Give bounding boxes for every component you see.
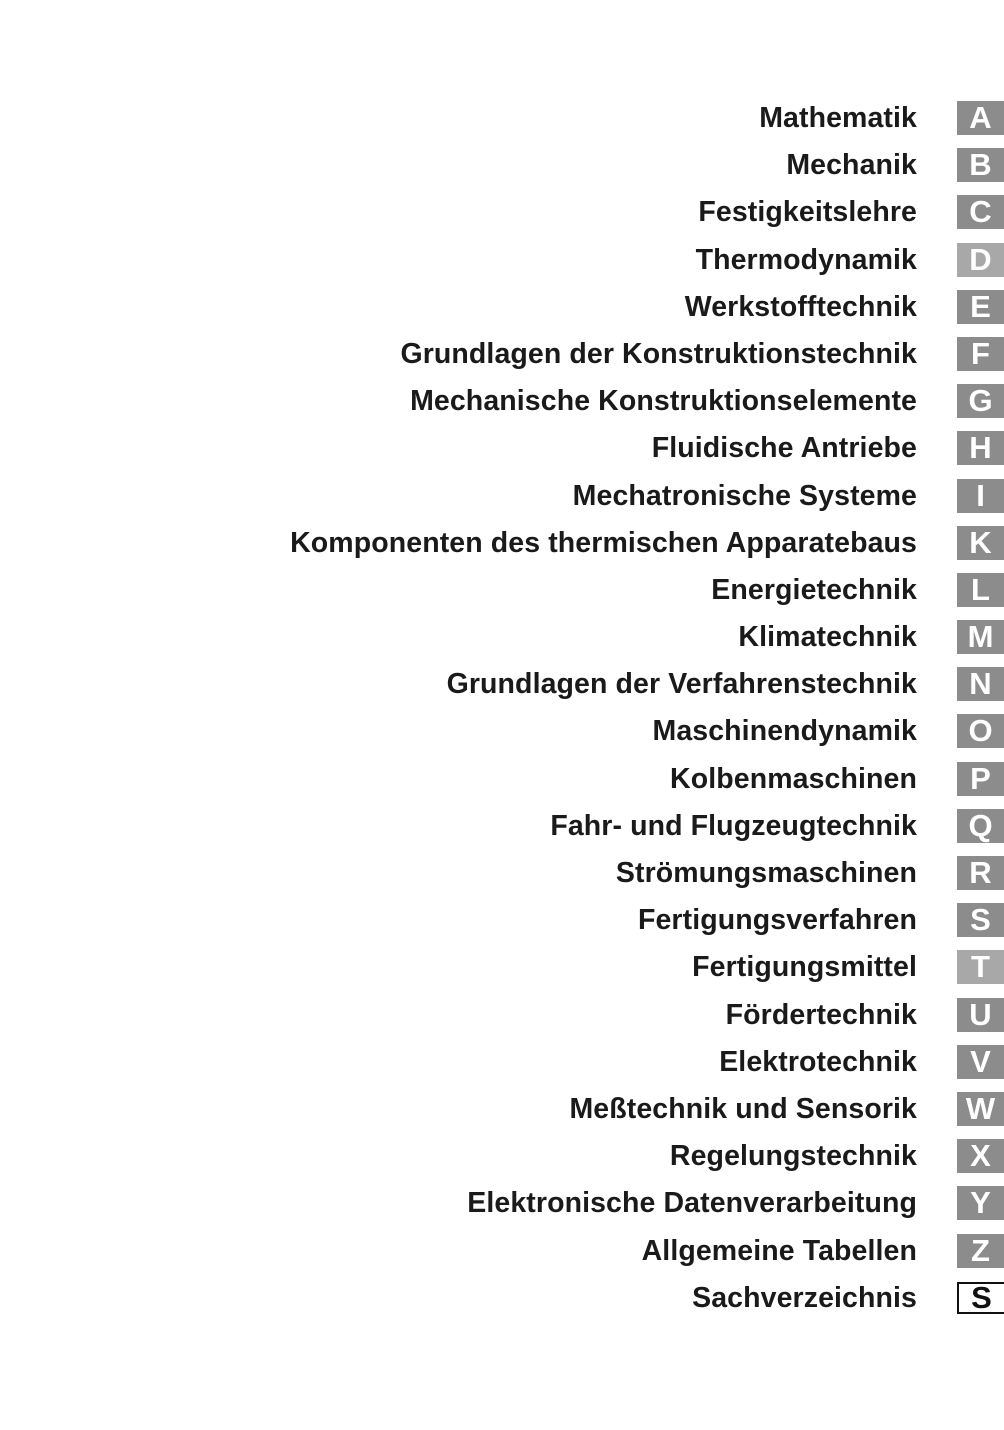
section-tab-x[interactable]: X	[957, 1139, 1004, 1173]
toc-entry-festigkeitslehre[interactable]	[0, 191, 1004, 238]
toc-entry-fertigungsverfahren[interactable]	[0, 899, 1004, 946]
toc-entry-elektronische-datenverarbeitung[interactable]	[0, 1182, 1004, 1229]
section-tab-p[interactable]: P	[957, 762, 1004, 796]
section-tab-u[interactable]: U	[957, 998, 1004, 1032]
toc-entry-fertigungsmittel[interactable]	[0, 946, 1004, 993]
toc-entry-sachverzeichnis[interactable]	[0, 1277, 1004, 1324]
section-tab-h[interactable]: H	[957, 431, 1004, 465]
toc-entry-thermischer-apparatebau[interactable]	[0, 522, 1004, 569]
toc-entry-maschinendynamik[interactable]	[0, 710, 1004, 757]
toc-entry-title[interactable]: Fluidische Antriebe	[651, 432, 917, 465]
section-tab-v[interactable]: V	[957, 1045, 1004, 1079]
toc-entry-title[interactable]: Fertigungsverfahren	[637, 904, 917, 937]
toc-entry-thermodynamik[interactable]	[0, 239, 1004, 286]
toc-entry-title[interactable]: Allgemeine Tabellen	[641, 1234, 917, 1267]
table-of-contents	[0, 97, 1004, 1324]
section-tab-c[interactable]: C	[957, 195, 1004, 229]
toc-entry-title[interactable]: Mathematik	[759, 102, 917, 134]
section-tab-d[interactable]: D	[957, 243, 1004, 277]
toc-entry-title[interactable]: Komponenten des thermischen Apparatebaus	[290, 526, 917, 559]
toc-entry-messtechnik-sensorik[interactable]	[0, 1088, 1004, 1135]
section-tab-k[interactable]: K	[957, 526, 1004, 560]
section-tab-r[interactable]: R	[957, 856, 1004, 890]
toc-entry-mechatronische-systeme[interactable]	[0, 475, 1004, 522]
section-tab-s[interactable]: S	[957, 903, 1004, 937]
toc-entry-title[interactable]: Klimatechnik	[738, 621, 917, 654]
section-tab-n[interactable]: N	[957, 667, 1004, 701]
toc-entry-title[interactable]: Mechanische Konstruktionselemente	[410, 385, 917, 418]
section-tab-b[interactable]: B	[957, 148, 1004, 182]
section-tab-g[interactable]: G	[957, 384, 1004, 418]
toc-entry-title[interactable]: Mechatronische Systeme	[572, 479, 917, 512]
section-tab-f[interactable]: F	[957, 337, 1004, 371]
toc-entry-grundlagen-konstruktionstechnik[interactable]	[0, 333, 1004, 380]
section-tab-y[interactable]: Y	[957, 1186, 1004, 1220]
toc-entry-title[interactable]: Elektrotechnik	[719, 1045, 917, 1078]
toc-entry-kolbenmaschinen[interactable]	[0, 758, 1004, 805]
toc-entry-title[interactable]: Meßtechnik und Sensorik	[569, 1092, 917, 1125]
toc-entry-title[interactable]: Maschinendynamik	[652, 715, 917, 748]
toc-entry-title[interactable]: Energietechnik	[711, 573, 917, 606]
toc-entry-grundlagen-verfahrenstechnik[interactable]	[0, 663, 1004, 710]
toc-entry-title[interactable]: Mechanik	[786, 149, 917, 182]
toc-entry-title[interactable]: Sachverzeichnis	[692, 1281, 917, 1314]
section-tab-q[interactable]: Q	[957, 809, 1004, 843]
toc-entry-fahr-flugzeugtechnik[interactable]	[0, 805, 1004, 852]
section-tab-index[interactable]: S	[957, 1282, 1004, 1314]
toc-entry-title[interactable]: Grundlagen der Verfahrenstechnik	[446, 668, 917, 701]
toc-entry-elektrotechnik[interactable]	[0, 1041, 1004, 1088]
section-tab-w[interactable]: W	[957, 1092, 1004, 1126]
toc-entry-title[interactable]: Fahr- und Flugzeugtechnik	[550, 809, 917, 842]
toc-entry-fluidische-antriebe[interactable]	[0, 427, 1004, 474]
section-tab-e[interactable]: E	[957, 290, 1004, 324]
section-tab-l[interactable]: L	[957, 573, 1004, 607]
toc-entry-mathematik[interactable]	[0, 97, 1004, 144]
toc-entry-mechanik[interactable]	[0, 144, 1004, 191]
toc-entry-energietechnik[interactable]	[0, 569, 1004, 616]
section-tab-t[interactable]: T	[957, 950, 1004, 984]
toc-entry-foerdertechnik[interactable]	[0, 994, 1004, 1041]
section-tab-o[interactable]: O	[957, 714, 1004, 748]
toc-entry-title[interactable]: Fördertechnik	[725, 998, 917, 1031]
toc-entry-klimatechnik[interactable]	[0, 616, 1004, 663]
toc-entry-title[interactable]: Thermodynamik	[695, 243, 917, 276]
toc-entry-title[interactable]: Fertigungsmittel	[692, 951, 917, 984]
section-tab-a[interactable]: A	[957, 101, 1004, 135]
toc-entry-mechanische-konstruktionselemente[interactable]	[0, 380, 1004, 427]
toc-entry-title[interactable]: Elektronische Datenverarbeitung	[467, 1187, 917, 1220]
toc-entry-title[interactable]: Strömungsmaschinen	[615, 857, 917, 889]
toc-entry-title[interactable]: Regelungstechnik	[669, 1140, 917, 1173]
toc-entry-regelungstechnik[interactable]	[0, 1135, 1004, 1182]
section-tab-i[interactable]: I	[957, 479, 1004, 513]
toc-entry-werkstofftechnik[interactable]	[0, 286, 1004, 333]
toc-entry-title[interactable]: Werkstofftechnik	[684, 290, 917, 323]
toc-entry-stroemungsmaschinen[interactable]	[0, 852, 1004, 899]
toc-entry-title[interactable]: Grundlagen der Konstruktionstechnik	[400, 337, 917, 370]
toc-entry-allgemeine-tabellen[interactable]	[0, 1230, 1004, 1277]
section-tab-z[interactable]: Z	[957, 1234, 1004, 1268]
toc-entry-title[interactable]: Kolbenmaschinen	[670, 762, 917, 795]
toc-entry-title[interactable]: Festigkeitslehre	[698, 196, 917, 229]
section-tab-m[interactable]: M	[957, 620, 1004, 654]
